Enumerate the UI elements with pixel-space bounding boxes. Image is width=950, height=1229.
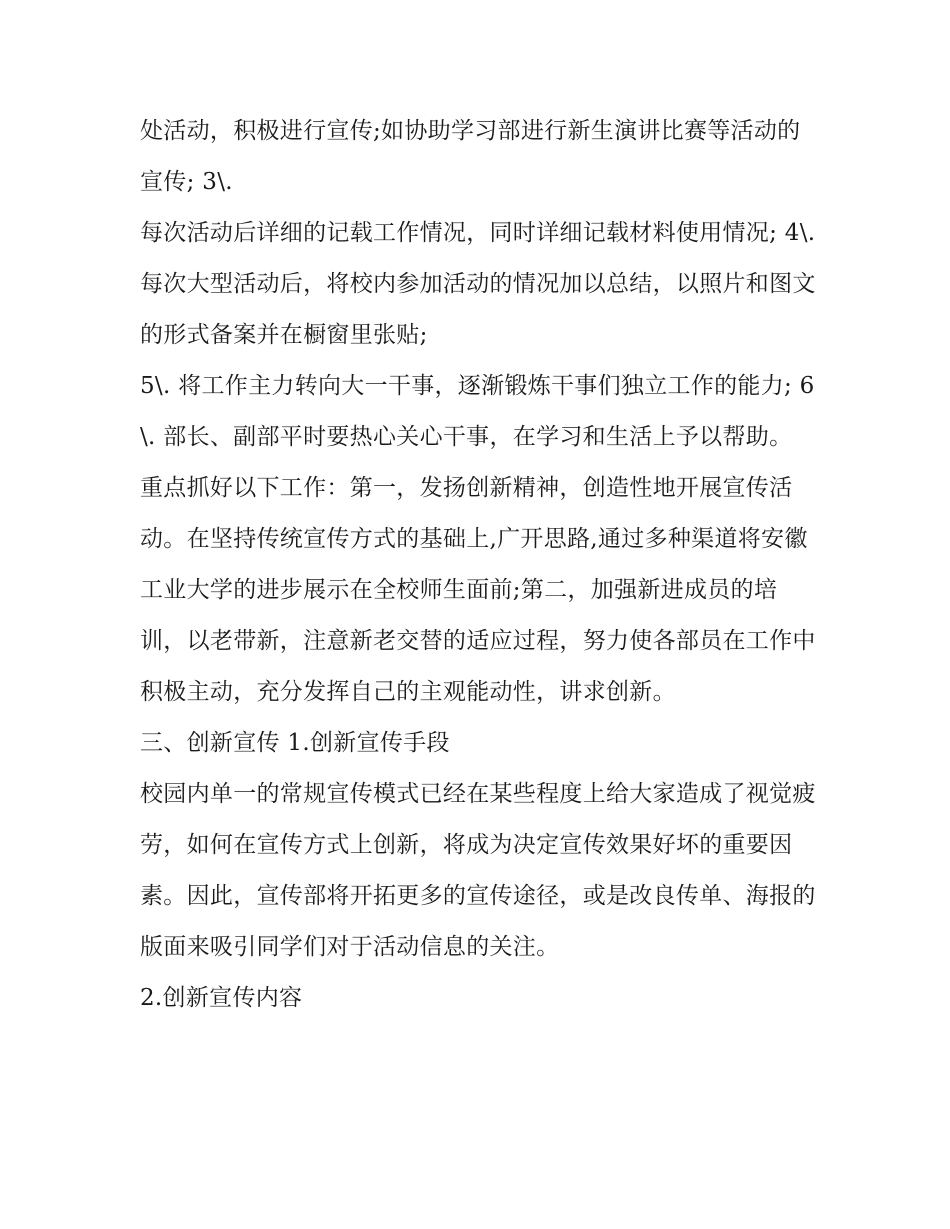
paragraph-key-work: 重点抓好以下工作：第一，发扬创新精神，创造性地开展宣传活动。在坚持传统宣传方式的基础上,广开思路,通过多种渠道将安徽工业大学的进步展示在全校师生面前;第二，加强新进成员的培训，以老带新，注意新老交替的适应过程，努力使各部员在工作中积极主动，充分发挥自己的主观能动性，讲求创新。 <box>140 475 816 705</box>
paragraph-innovation-methods: 校园内单一的常规宣传模式已经在某些程度上给大家造成了视觉疲劳，如何在宣传方式上创新，将成为决定宣传效果好坏的重要因素。因此，宣传部将开拓更多的宣传途径，或是改良传单、海报的版面来吸引同学们对于活动信息的关注。 <box>140 781 816 960</box>
paragraph-publicity-activities: 处活动，积极进行宣传;如协助学习部进行新生演讲比赛等活动的宣传; 3\. <box>140 118 801 195</box>
paragraph-activity-records: 每次活动后详细的记载工作情况，同时详细记载材料使用情况; 4\. 每次大型活动后，将校内参加活动的情况加以总结，以照片和图文的形式备案并在橱窗里张贴; <box>140 220 816 348</box>
paragraph-staff-training: 5\. 将工作主力转向大一干事，逐渐锻炼干事们独立工作的能力; 6\. 部长、副部平时要热心关心干事，在学习和生活上予以帮助。 <box>140 373 815 450</box>
subheading-innovation-content: 2.创新宣传内容 <box>140 985 303 1011</box>
section-heading-innovation: 三、创新宣传 1.创新宣传手段 <box>140 730 450 756</box>
document-body <box>140 106 820 1024</box>
